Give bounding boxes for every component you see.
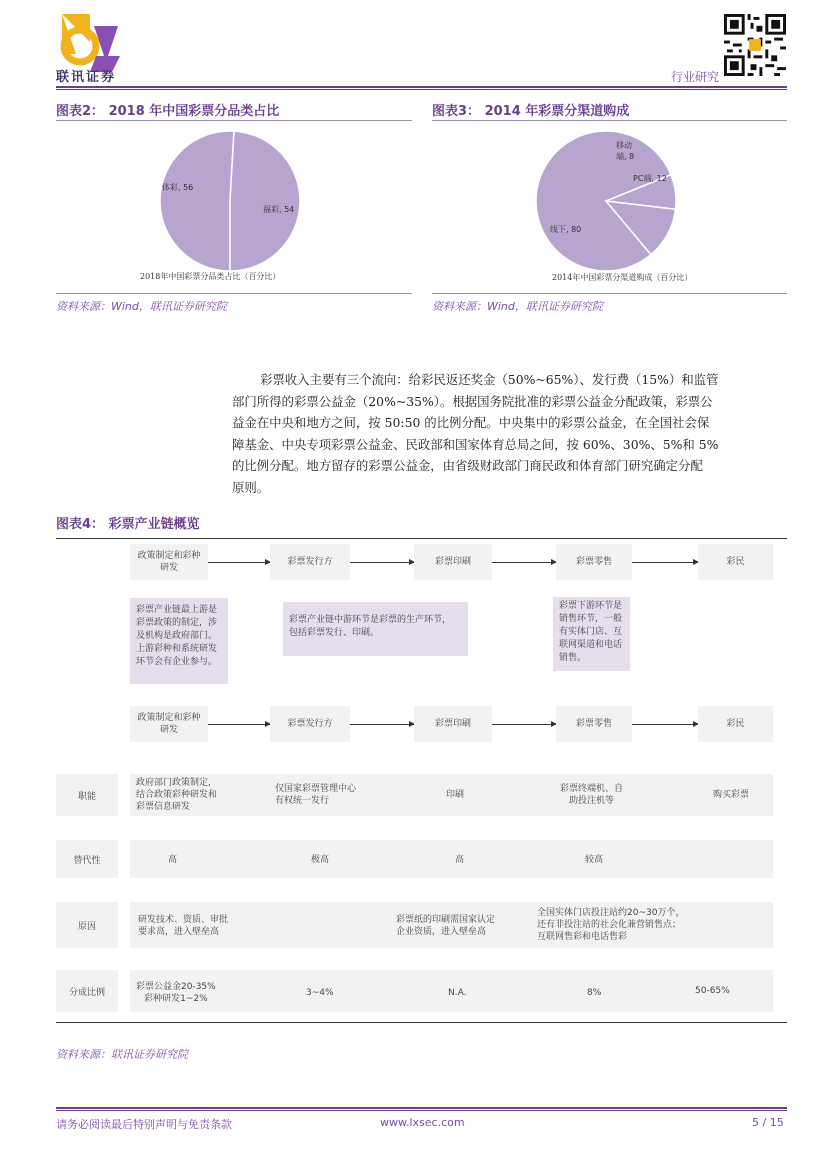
table-cell: 彩票纸的印刷需国家认定 企业资质，进入壁垒高 [396, 915, 496, 937]
note-line: 彩票政策的制定，涉 [136, 618, 218, 628]
arrow-right-icon [208, 724, 270, 725]
company-name: 联讯证券 [56, 70, 117, 85]
arrow-right-icon [492, 562, 556, 563]
pie-slice-1 [230, 131, 300, 271]
chain-label: 彩民 [726, 719, 745, 729]
figure3-source: 资料来源：Wind，联讯证券研究院 [432, 300, 603, 313]
chain-label: 彩民 [726, 557, 745, 567]
chain-box-players [698, 544, 773, 580]
paragraph-line: 益金在中央和地方之间，按 50:50 的比例分配。中央集中的彩票公益金，在全国社会保 [232, 415, 710, 430]
figure3-caption: 2014年中国彩票分渠道购成（百分比） [552, 273, 693, 282]
note-line: 及机构是政府部门。 [136, 631, 218, 641]
chain-box-printing [414, 544, 492, 580]
note-line: 上游彩种和系统研发 [136, 644, 218, 654]
paragraph-line: 障基金、中央专项彩票公益金、民政部和国家体育总局之间，按 60%、30%、5%和 5% [232, 436, 719, 452]
pie-slice-label-1: 端, 8 [616, 152, 635, 161]
note-line: 有实体门店、互 [559, 627, 623, 637]
figure2-pie-chart [150, 126, 310, 276]
chain-label: 彩票印刷 [434, 557, 471, 567]
chain-box-issuer [270, 544, 350, 580]
note-line: 包括彩票发行、印刷。 [289, 628, 380, 638]
header-rule [56, 86, 787, 88]
paragraph-line: 的比例分配。地方留存的彩票公益金，由省级财政部门商民政和体育部门研究确定分配 [232, 458, 703, 473]
footer-rule [56, 1107, 787, 1109]
chain-box-printing-2 [414, 706, 492, 742]
note-line: 销售。 [559, 653, 587, 663]
arrow-right-icon [632, 562, 698, 563]
chain-label: 研发 [159, 563, 178, 573]
arrow-right-icon [350, 724, 414, 725]
row-label-reason: 原因 [56, 902, 118, 948]
table-cell: 印刷 [446, 790, 465, 800]
figure4-source: 资料来源：联讯证券研究院 [56, 1048, 188, 1061]
paragraph-line: 彩票收入主要有三个流向：给彩民返还奖金（50%~65%）、发行费（15%）和监管 [260, 372, 719, 387]
note-downstream [553, 597, 630, 671]
pie-slice-0 [160, 131, 234, 271]
chain-box-players-2 [698, 706, 773, 742]
chain-label: 彩票发行方 [287, 719, 333, 729]
pie-slice-label-1: 移动 [616, 141, 632, 150]
figure3-bottom-rule [432, 293, 787, 294]
chain-label: 彩票印刷 [434, 719, 471, 729]
row-label-share: 分成比例 [56, 970, 118, 1012]
table-cell: N.A. [448, 988, 467, 998]
chain-label: 彩票零售 [575, 719, 612, 729]
figure2-caption: 2018年中国彩票分品类占比（百分比） [140, 272, 281, 281]
figure2-bottom-rule [56, 293, 412, 294]
chain-label: 政策制定和彩种 [137, 551, 201, 561]
chain-label: 彩票零售 [575, 557, 612, 567]
note-line: 彩票下游环节是 [559, 601, 623, 611]
chain-box-policy-2 [130, 706, 208, 742]
paragraph-line: 原则。 [232, 479, 270, 495]
row-label-function: 职能 [56, 774, 118, 816]
table-cell: 仅国家彩票管理中心 有权统一发行 [275, 784, 357, 806]
note-line: 彩票产业链最上游是 [136, 605, 218, 615]
pie-slice-label-2: PC端, 12 [633, 174, 667, 183]
table-cell: 较高 [585, 855, 604, 865]
chain-box-retail-2 [556, 706, 632, 742]
table-cell: 彩票终端机、自 助投注机等 [560, 784, 624, 806]
footer-page-number: 5 / 15 [752, 1116, 784, 1129]
chain-box-policy [130, 544, 208, 580]
figure3-pie-chart [526, 126, 686, 276]
arrow-right-icon [632, 724, 698, 725]
footer-disclaimer[interactable]: 请务必阅读最后特别声明与免责条款 [56, 1118, 232, 1131]
figure2-title-rule [56, 120, 412, 121]
figure2-title: 图表2： 2018 年中国彩票分品类占比 [56, 104, 280, 119]
chain-label: 政策制定和彩种 [137, 713, 201, 723]
chain-box-issuer-2 [270, 706, 350, 742]
header-rule-thin [56, 89, 787, 90]
figure4-bottom-rule [56, 1022, 787, 1023]
table-cell: 高 [168, 855, 178, 865]
row-label-substitutability: 替代性 [56, 840, 118, 878]
table-cell: 50-65% [695, 986, 730, 996]
chain-label: 彩票发行方 [287, 557, 333, 567]
figure3-title: 图表3： 2014 年彩票分渠道购成 [432, 104, 630, 119]
table-cell: 8% [587, 988, 602, 998]
table-cell: 购买彩票 [713, 790, 750, 800]
pie-slice-label-0: 线下, 80 [550, 225, 582, 234]
arrow-right-icon [492, 724, 556, 725]
paragraph-line: 部门所得的彩票公益金（20%~35%）。根据国务院批准的彩票公益金分配政策，彩票公 [232, 393, 713, 409]
note-line: 销售环节，一般 [559, 614, 623, 624]
table-cell: 高 [455, 855, 465, 865]
footer-rule-thin [56, 1110, 787, 1111]
pie-slice-label-1: 福彩, 54 [263, 205, 295, 214]
table-cell: 极高 [311, 855, 330, 865]
note-line: 环节会有企业参与。 [136, 657, 218, 667]
figure2-source: 资料来源：Wind，联讯证券研究院 [56, 300, 227, 313]
footer-website-link[interactable]: www.lxsec.com [380, 1116, 465, 1129]
qr-code-icon [724, 14, 786, 76]
table-cell: 研发技术、资质、审批 要求高，进入壁垒高 [138, 915, 229, 937]
row-bg-substitutability [130, 840, 773, 878]
table-cell: 全国实体门店投注站约20~30万个， 还有非投注站的社会化兼营销售点； 互联网售彩和电话售彩 [537, 908, 685, 942]
arrow-right-icon [350, 562, 414, 563]
section-label: 行业研究 [670, 70, 719, 84]
note-line: 彩票产业链中游环节是彩票的生产环节， [289, 615, 452, 625]
arrow-right-icon [208, 562, 270, 563]
body-paragraph [232, 369, 788, 498]
note-midstream [283, 602, 468, 656]
table-cell: 政府部门政策制定， 结合政策彩种研发和 彩票信息研发 [136, 778, 218, 812]
figure3-title-rule [432, 120, 787, 121]
table-cell: 3~4% [306, 988, 334, 998]
note-line: 联网渠道和电话 [559, 640, 623, 650]
table-cell: 彩票公益金20-35% 彩种研发1~2% [136, 982, 216, 1004]
pie-slice-label-0: 体彩, 56 [162, 183, 194, 192]
figure4-top-rule [56, 538, 787, 539]
chain-label: 研发 [159, 725, 178, 735]
figure4-title: 图表4： 彩票产业链概览 [56, 517, 200, 532]
note-upstream [130, 598, 228, 684]
chain-box-retail [556, 544, 632, 580]
